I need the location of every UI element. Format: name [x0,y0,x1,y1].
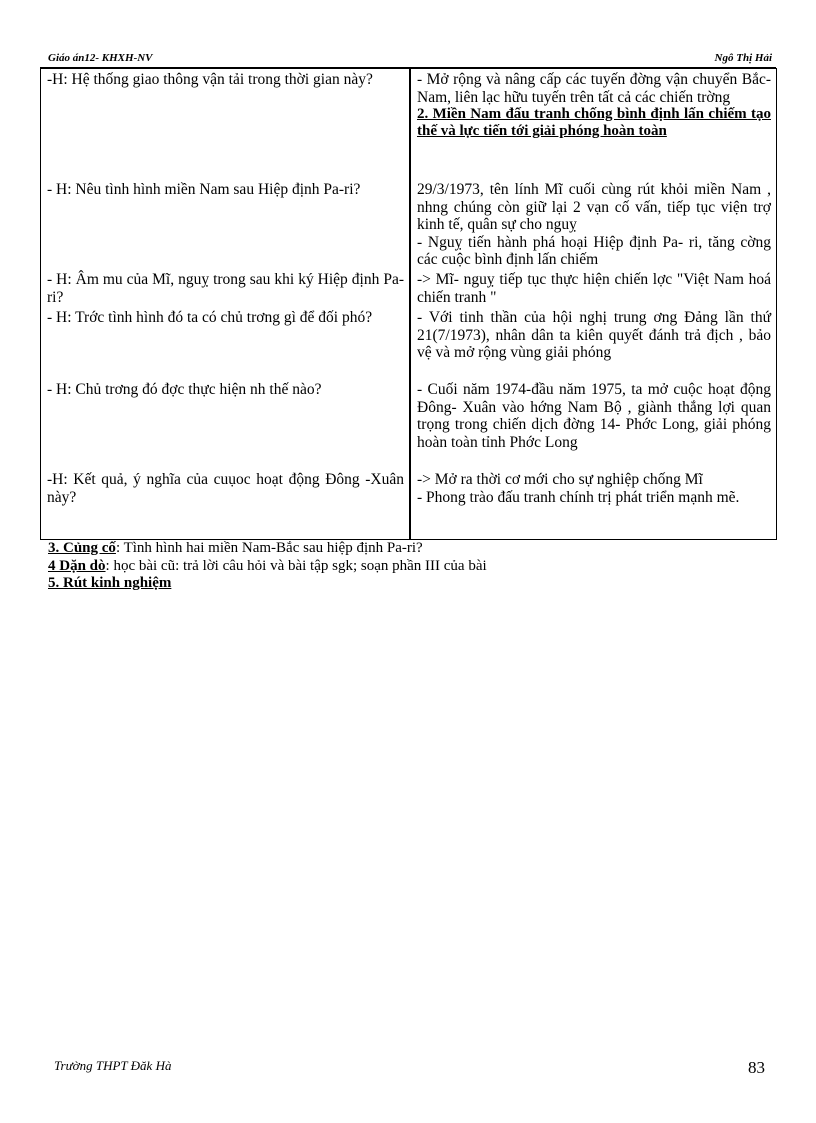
answer-text: - Mở rộng và nâng cấp các tuyến đờng vận chuyển Bắc-Nam, liên lạc hữu tuyến trên tất cả các chiến trờng [417,71,771,106]
answer-cell [410,269,777,307]
answer-text: - Với tinh thần của hội nghị trung ơng Đảng lần thứ 21(7/1973), nhân dân ta kiên quyết đánh trả địch , bảo vệ và mở rộng vùng giải phóng [417,309,771,361]
page-number: 83 [748,1058,765,1077]
answer-cell [410,307,777,379]
question-cell [41,69,411,180]
table-row [41,269,777,307]
answer-text: 29/3/1973, tên lính Mĩ cuối cùng rút khỏi miền Nam , nhng chúng còn giữ lại 2 vạn cố vấn, tiếp tục viện trợ kinh tế, quân sự cho nguỵ [417,181,771,233]
header-right: Ngô Thị Hải [714,52,772,64]
experience-label: 5. Rút kinh nghiệm [48,575,172,591]
homework-label: 4 Dặn dò [48,557,106,574]
footer-school: Trường THPT Đăk Hà [54,1058,172,1073]
answer-text: - Nguỵ tiến hành phá hoại Hiệp định Pa- ri, tăng cờng các cuộc bình định lấn chiếm [417,233,771,268]
consolidate-text: : Tình hình hai miền Nam-Bắc sau hiệp định Pa-ri? [115,540,423,556]
answer-text: -> Mở ra thời cơ mới cho sự nghiệp chống Mĩ [417,471,703,488]
question-text: -H: Kết quả, ý nghĩa của cuụoc hoạt động Đông -Xuân này? [47,471,404,506]
answer-cell [410,69,777,180]
question-cell [41,379,411,469]
question-cell [41,179,411,269]
table-row [41,469,777,540]
table-row [41,307,777,379]
question-text: - H: Âm mu của Mĩ, nguỵ trong sau khi ký Hiệp định Pa-ri? [47,271,404,306]
experience-line [48,575,778,593]
table-row [41,69,777,180]
question-text: - H: Trớc tình hình đó ta có chủ trơng gì để đối phó? [47,309,373,326]
question-text: - H: Chủ trơng đó đợc thực hiện nh thế nào? [47,381,322,398]
answer-text: -> Mĩ- nguỵ tiếp tục thực hiện chiến lợc "Việt Nam hoá chiến tranh " [417,271,771,306]
consolidate-label: 3. Củng cố [48,540,116,556]
homework-text: : học bài cũ: trả lời câu hỏi và bài tập sgk; soạn phần III của bài [105,557,487,574]
homework-line [48,558,778,576]
consolidate-line [48,540,778,558]
post-table-notes [48,540,778,593]
lesson-table [40,68,777,540]
answer-cell [410,469,777,540]
header-left: Giáo án12- KHXH-NV [48,52,153,64]
question-text: -H: Hệ thống giao thông vận tải trong thời gian này? [47,71,373,88]
answer-cell [410,179,777,269]
question-cell [41,307,411,379]
answer-text: - Phong trào đấu tranh chính trị phát triển mạnh mẽ. [417,488,740,506]
answer-text: - Cuối năm 1974-đầu năm 1975, ta mở cuộc hoạt động Đông- Xuân vào hớng Nam Bộ , giành thắng lợi quan trọng trong chiến dịch đờng 14- Phớc Long, giải phóng hoàn toàn tỉnh Phớc Long [417,381,771,451]
question-cell [41,469,411,540]
table-row [41,379,777,469]
answer-cell [410,379,777,469]
question-cell [41,269,411,307]
table-row [41,179,777,269]
section-heading: 2. Miền Nam đấu tranh chống bình định lấn chiếm tạo thế và lực tiến tới giải phóng hoàn toàn [417,106,771,139]
question-text: - H: Nêu tình hình miền Nam sau Hiệp định Pa-ri? [47,181,361,198]
